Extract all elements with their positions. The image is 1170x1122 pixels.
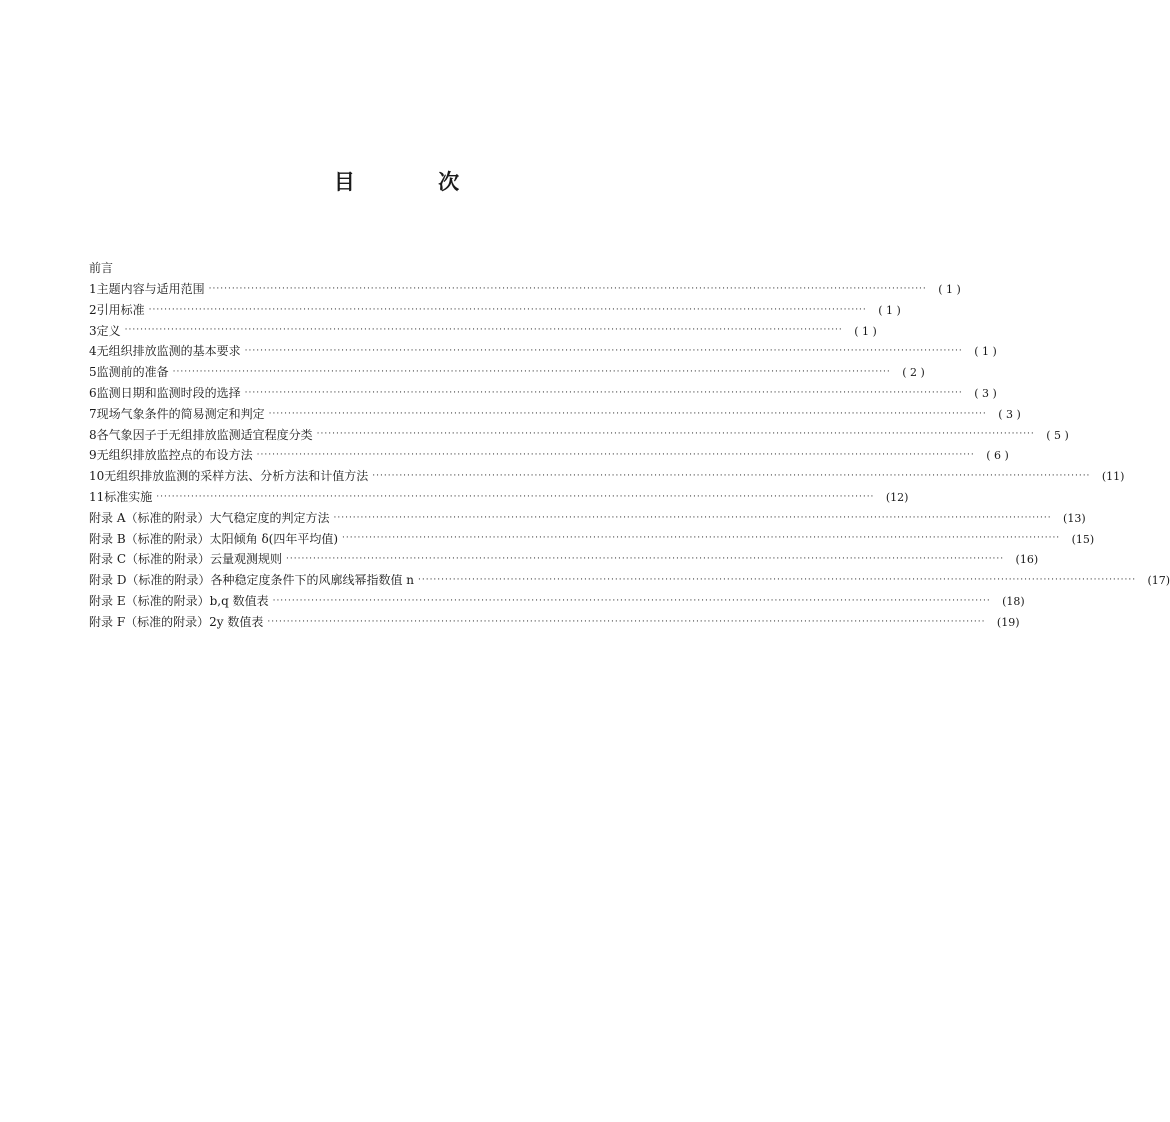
toc-entry-number: 3 [89,323,97,338]
toc-appendix-number: 附录 C（标准的附录） [89,552,210,567]
toc-entry-2[interactable] [89,300,901,321]
toc-entry-title: 监测前的准备 [96,365,169,380]
toc-entry-3[interactable] [89,321,877,342]
toc-entry-page: ( 1 ) [854,324,877,338]
toc-entry-6[interactable] [89,383,997,404]
toc-entry-number: 2 [89,302,97,317]
toc-appendix-page: (18) [1002,594,1025,608]
toc-preface-link[interactable]: 前言 [89,261,114,275]
toc-entry-number: 5 [89,365,97,380]
toc-appendix-page: (19) [996,615,1020,629]
dot-leader: ·························································································································································································· [267,616,986,627]
toc-entry-page: ( 1 ) [938,283,961,296]
toc-appendix-title: 大气稳定度的判定方法 [209,510,330,525]
toc-appendix-title: b,q 数值表 [209,593,269,608]
toc-entry-7[interactable] [89,404,1021,425]
dot-leader: ·························································································································································································· [244,346,963,357]
toc-appendix-page: (17) [1147,574,1170,588]
dot-leader: ·························································································································································································· [417,575,1137,586]
toc-entry-title: 标准实施 [104,489,153,504]
dot-leader: ·························································································································································································· [268,408,987,419]
dot-leader: ·························································································································································································· [172,367,891,378]
toc-appendix-f[interactable] [89,612,1020,633]
toc-entry-4[interactable] [89,341,997,362]
toc-appendix-e[interactable] [89,591,1025,612]
toc-appendix-a[interactable] [89,508,1086,529]
toc-appendix-number: 附录 D（标准的附录） [89,573,211,588]
dot-leader: ·························································································································································································· [244,387,963,398]
toc-entry-title: 引用标准 [96,302,145,317]
toc-appendix-title: 太阳倾角 δ(四年平均值) [209,531,339,546]
toc-appendix-title: 云量观测规则 [210,552,283,567]
table-of-contents [89,258,1170,633]
page-title: 目 次 [333,170,498,194]
dot-leader: ·························································································································································································· [272,595,991,606]
toc-entry-number: 11 [89,489,105,504]
toc-appendix-d[interactable] [89,570,1170,591]
toc-appendix-b[interactable] [89,529,1095,550]
dot-leader: ·························································································································································································· [333,512,1052,523]
toc-entry-title: 无组织排放监控点的布设方法 [96,448,253,463]
toc-appendix-title: 2y 数值表 [209,614,264,629]
dot-leader: ·························································································································································································· [256,450,975,461]
dot-leader: ·························································································································································································· [286,554,1005,565]
toc-entry-number: 4 [89,344,97,359]
toc-appendix-title: 各种稳定度条件下的风廓线幂指数值 n [210,573,414,588]
toc-entry-title: 无组织排放监测的基本要求 [96,344,241,359]
toc-entry-5[interactable] [89,362,925,383]
dot-leader: ·························································································································································································· [372,471,1091,482]
toc-entry-page: (12) [885,490,909,504]
toc-entry-11[interactable] [89,487,909,508]
toc-appendix-page: (15) [1071,532,1095,546]
toc-entry-9[interactable] [89,445,1009,466]
dot-leader: ·························································································································································································· [124,325,843,336]
toc-entry-page: (11) [1101,470,1125,484]
toc-entry-8[interactable] [89,425,1069,446]
toc-entry-1[interactable] [89,279,961,300]
toc-entry-title: 监测日期和监测时段的选择 [96,385,241,400]
toc-entry-page: ( 1 ) [974,345,997,359]
toc-entry-title: 主题内容与适用范围 [96,282,205,296]
toc-entry-title: 现场气象条件的简易测定和判定 [96,406,265,421]
toc-entry-page: ( 3 ) [974,386,997,400]
toc-entry-number: 8 [89,427,97,442]
toc-entry-number: 1 [89,282,97,296]
toc-appendix-number: 附录 B（标准的附录） [89,531,210,546]
toc-appendix-number: 附录 E（标准的附录） [89,593,210,608]
dot-leader: ·························································································································································································· [148,304,867,315]
toc-appendix-page: (16) [1015,553,1039,567]
toc-appendix-number: 附录 F（标准的附录） [89,614,210,629]
toc-entry-number: 7 [89,406,97,421]
dot-leader: ·························································································································································································· [342,533,1061,544]
toc-entry-page: ( 2 ) [902,366,925,380]
toc-entry-page: ( 1 ) [878,303,901,317]
toc-entry-title: 各气象因子于无组排放监测适宜程度分类 [96,427,313,442]
toc-appendix-page: (13) [1063,511,1086,525]
toc-entry-title: 无组织排放监测的采样方法、分析方法和计值方法 [104,469,369,484]
toc-entry-number: 6 [89,385,97,400]
toc-entry-number: 10 [89,469,105,484]
toc-appendix-c[interactable] [89,549,1039,570]
dot-leader: ·························································································································································································· [208,283,927,294]
toc-appendix-number: 附录 A（标准的附录） [89,510,210,525]
dot-leader: ·························································································································································································· [316,429,1035,440]
toc-entry-page: ( 5 ) [1046,428,1069,442]
toc-entry-page: ( 6 ) [986,449,1009,463]
dot-leader: ·························································································································································································· [156,491,875,502]
toc-entry-page: ( 3 ) [998,407,1021,421]
toc-entry-10[interactable] [89,466,1125,487]
toc-entry-title: 定义 [96,323,121,338]
toc-entry-number: 9 [89,448,97,463]
